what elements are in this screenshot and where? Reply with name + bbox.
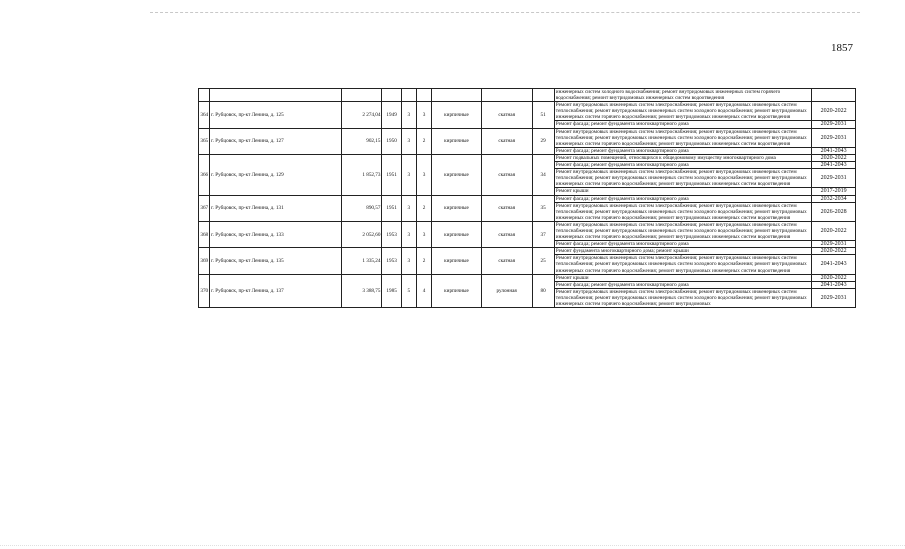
scan-artifact-bottom xyxy=(0,545,905,546)
building-floors: 3 xyxy=(401,128,416,154)
work-period: 2020-2022 xyxy=(812,154,856,161)
building-address: г. Рубцовск, пр-кт Ленина, д. 131 xyxy=(210,195,342,221)
work-description: Ремонт внутридомовых инженерных систем электроснабжения; ремонт внутридомовых инженерных систем теплоснабжения; ремонт внутридомовых инженерных систем холодного водоснабжения; ремонт внутридомовых инженерных систем горячего водоснабжения; ремонт внутридомовых xyxy=(554,288,812,307)
building-area: 2 052,60 xyxy=(341,221,382,247)
building-area: 2 274,04 xyxy=(341,102,382,128)
table-row xyxy=(199,128,856,147)
building-entrances: 3 xyxy=(416,102,431,128)
work-period: 2041-2043 xyxy=(812,162,856,169)
building-year: 1951 xyxy=(382,154,401,195)
building-entrances: 3 xyxy=(416,221,431,247)
building-entrances: 2 xyxy=(416,195,431,221)
apartment-count: 80 xyxy=(532,274,554,307)
work-period: 2026-2028 xyxy=(812,202,856,221)
work-description: Ремонт фасада; ремонт фундамента многоквартирного дома xyxy=(554,195,812,202)
wall-material: кирпичные xyxy=(432,154,482,195)
work-period: 2020-2022 xyxy=(812,248,856,255)
work-description: Ремонт фундамента многоквартирного дома; ремонт крыши xyxy=(554,248,812,255)
empty-cell xyxy=(210,89,342,102)
wall-material: кирпичные xyxy=(432,274,482,307)
empty-cell xyxy=(532,89,554,102)
building-area: 3 388,75 xyxy=(341,274,382,307)
building-floors: 3 xyxy=(401,221,416,247)
work-period: 2041-2043 xyxy=(812,147,856,154)
work-period: 2029-2031 xyxy=(812,121,856,128)
building-year: 1985 xyxy=(382,274,401,307)
work-description: Ремонт внутридомовых инженерных систем электроснабжения; ремонт внутридомовых инженерных систем теплоснабжения; ремонт внутридомовых инженерных систем холодного водоснабжения; ремонт внутридомовых инженерных систем горячего водоснабжения; ремонт внутридомовых инженерных систем водоотведения xyxy=(554,169,812,188)
building-floors: 5 xyxy=(401,274,416,307)
building-floors: 3 xyxy=(401,154,416,195)
empty-cell xyxy=(416,89,431,102)
apartment-count: 25 xyxy=(532,248,554,274)
empty-cell xyxy=(481,89,532,102)
apartment-count: 29 xyxy=(532,128,554,154)
work-description: Ремонт крыши xyxy=(554,188,812,195)
work-period xyxy=(812,89,856,102)
work-description: Ремонт внутридомовых инженерных систем электроснабжения; ремонт внутридомовых инженерных систем теплоснабжения; ремонт внутридомовых инженерных систем холодного водоснабжения; ремонт внутридомовых инженерных систем горячего водоснабжения; ремонт внутридомовых инженерных систем водоотведения xyxy=(554,128,812,147)
table-row xyxy=(199,195,856,202)
roof-type: скатная xyxy=(481,154,532,195)
table-row xyxy=(199,102,856,121)
building-entrances: 2 xyxy=(416,128,431,154)
work-period: 2029-2031 xyxy=(812,128,856,147)
apartment-count: 34 xyxy=(532,154,554,195)
work-period: 2020-2022 xyxy=(812,102,856,121)
wall-material: кирпичные xyxy=(432,195,482,221)
apartment-count: 51 xyxy=(532,102,554,128)
building-year: 1949 xyxy=(382,102,401,128)
building-address: г. Рубцовск, пр-кт Ленина, д. 129 xyxy=(210,154,342,195)
work-period: 2029-2031 xyxy=(812,169,856,188)
page-number: 1857 xyxy=(831,42,853,54)
empty-cell xyxy=(432,89,482,102)
building-address: г. Рубцовск, пр-кт Ленина, д. 135 xyxy=(210,248,342,274)
apartment-count: 35 xyxy=(532,195,554,221)
work-description: Ремонт фасада; ремонт фундамента многоквартирного дома xyxy=(554,147,812,154)
scan-artifact-line xyxy=(150,12,860,13)
work-period: 2029-2031 xyxy=(812,288,856,307)
building-year: 1950 xyxy=(382,128,401,154)
work-period: 2041-2043 xyxy=(812,281,856,288)
roof-type: рулонная xyxy=(481,274,532,307)
building-floors: 3 xyxy=(401,248,416,274)
building-address: г. Рубцовск, пр-кт Ленина, д. 125 xyxy=(210,102,342,128)
table-row xyxy=(199,248,856,255)
work-period: 2017-2019 xyxy=(812,188,856,195)
building-floors: 3 xyxy=(401,102,416,128)
work-period: 2032-2034 xyxy=(812,195,856,202)
work-period: 2020-2022 xyxy=(812,274,856,281)
table-row xyxy=(199,274,856,281)
wall-material: кирпичные xyxy=(432,248,482,274)
building-year: 1953 xyxy=(382,221,401,247)
wall-material: кирпичные xyxy=(432,221,482,247)
building-address: г. Рубцовск, пр-кт Ленина, д. 137 xyxy=(210,274,342,307)
building-number: 370 xyxy=(199,274,210,307)
work-period: 2041-2043 xyxy=(812,255,856,274)
work-period: 2020-2022 xyxy=(812,221,856,240)
continuation-row xyxy=(199,89,856,102)
roof-type: скатная xyxy=(481,102,532,128)
work-description: Ремонт внутридомовых инженерных систем электроснабжения; ремонт внутридомовых инженерных систем теплоснабжения; ремонт внутридомовых инженерных систем холодного водоснабжения; ремонт внутридомовых инженерных систем горячего водоснабжения; ремонт внутридомовых инженерных систем водоотведения xyxy=(554,221,812,240)
apartment-count: 37 xyxy=(532,221,554,247)
building-number: 367 xyxy=(199,195,210,221)
building-entrances: 4 xyxy=(416,274,431,307)
building-year: 1953 xyxy=(382,248,401,274)
building-floors: 3 xyxy=(401,195,416,221)
housing-register-table xyxy=(198,88,856,308)
roof-type: скатная xyxy=(481,128,532,154)
work-description: Ремонт фасада; ремонт фундамента многоквартирного дома xyxy=(554,121,812,128)
building-area: 890,57 xyxy=(341,195,382,221)
building-area: 902,15 xyxy=(341,128,382,154)
roof-type: скатная xyxy=(481,221,532,247)
building-number: 364 xyxy=(199,102,210,128)
building-address: г. Рубцовск, пр-кт Ленина, д. 127 xyxy=(210,128,342,154)
empty-cell xyxy=(341,89,382,102)
table-row xyxy=(199,154,856,161)
roof-type: скатная xyxy=(481,248,532,274)
work-description: инженерных систем холодного водоснабжения; ремонт внутридомовых инженерных систем горячего водоснабжения; ремонт внутридомовых инженерных систем водоотведения xyxy=(554,89,812,102)
table-row xyxy=(199,221,856,240)
building-area: 1 852,73 xyxy=(341,154,382,195)
work-description: Ремонт фасада; ремонт фундамента многоквартирного дома xyxy=(554,162,812,169)
building-address: г. Рубцовск, пр-кт Ленина, д. 133 xyxy=(210,221,342,247)
empty-cell xyxy=(199,89,210,102)
empty-cell xyxy=(401,89,416,102)
building-entrances: 3 xyxy=(416,154,431,195)
building-entrances: 2 xyxy=(416,248,431,274)
table-body xyxy=(199,89,856,308)
roof-type: скатная xyxy=(481,195,532,221)
building-area: 1 335,24 xyxy=(341,248,382,274)
work-description: Ремонт подвальных помещений, относящихся к общедомовому имуществу многоквартирного дома xyxy=(554,154,812,161)
work-period: 2029-2031 xyxy=(812,241,856,248)
building-number: 368 xyxy=(199,221,210,247)
building-number: 365 xyxy=(199,128,210,154)
work-description: Ремонт внутридомовых инженерных систем электроснабжения; ремонт внутридомовых инженерных систем теплоснабжения; ремонт внутридомовых инженерных систем холодного водоснабжения; ремонт внутридомовых инженерных систем горячего водоснабжения; ремонт внутридомовых инженерных систем водоотведения xyxy=(554,255,812,274)
wall-material: кирпичные xyxy=(432,128,482,154)
work-description: Ремонт внутридомовых инженерных систем электроснабжения; ремонт внутридомовых инженерных систем теплоснабжения; ремонт внутридомовых инженерных систем холодного водоснабжения; ремонт внутридомовых инженерных систем горячего водоснабжения; ремонт внутридомовых инженерных систем водоотведения xyxy=(554,202,812,221)
work-description: Ремонт крыши xyxy=(554,274,812,281)
work-description: Ремонт фасада; ремонт фундамента многоквартирного дома xyxy=(554,281,812,288)
work-description: Ремонт внутридомовых инженерных систем электроснабжения; ремонт внутридомовых инженерных систем теплоснабжения; ремонт внутридомовых инженерных систем холодного водоснабжения; ремонт внутридомовых инженерных систем горячего водоснабжения; ремонт внутридомовых инженерных систем водоотведения xyxy=(554,102,812,121)
wall-material: кирпичные xyxy=(432,102,482,128)
building-number: 366 xyxy=(199,154,210,195)
building-year: 1951 xyxy=(382,195,401,221)
empty-cell xyxy=(382,89,401,102)
building-number: 369 xyxy=(199,248,210,274)
work-description: Ремонт фасада; ремонт фундамента многоквартирного дома xyxy=(554,241,812,248)
